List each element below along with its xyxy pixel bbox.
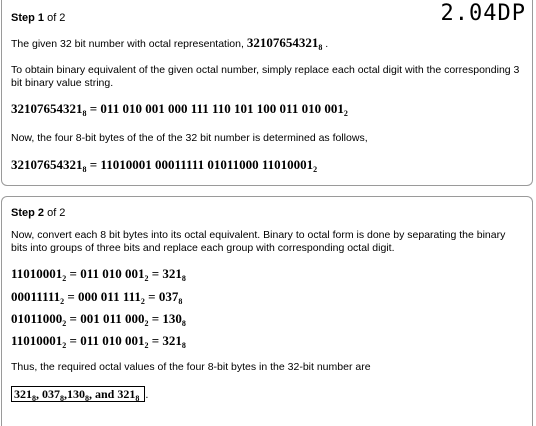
conversion-row: $11010001_2 = 011$ 010 $001_2 = 321_8$ bbox=[11, 333, 186, 350]
equation-octal-to-binary: $32107654321_8 = 011$ 010 001 000 111 110 101 100 011 010 $001_2$ bbox=[11, 101, 348, 118]
step2-paragraph: Now, convert each 8 bit bytes into its octal equivalent. Binary to octal form is done by separating the binary bits into groups of three bits and replace each group with corresponding octal digit. bbox=[11, 229, 506, 254]
step1-card bbox=[1, 0, 533, 186]
step1-paragraph-2: Now, the four 8-bit bytes of the of the 32 bit number is determined as follows, bbox=[11, 132, 368, 144]
step2-card bbox=[1, 196, 533, 426]
equation-bytes: $32107654321_8 = 11010001$ 00011111 01011000 $11010001_2$ bbox=[11, 157, 318, 174]
conversion-row: $00011111_2 = 000$ 011 $111_2 = 037_8$ bbox=[11, 289, 183, 306]
conversion-row: $01011000_2 = 001$ 011 $000_2 = 130_8$ bbox=[11, 311, 186, 328]
step1-intro: The given 32 bit number with octal representation, $32107654321_8$ . bbox=[11, 35, 329, 52]
final-answer: $321_8$, $037_8,130_8$, and $321_8$ . bbox=[11, 385, 148, 403]
step2-label: Step 2 of 2 bbox=[11, 207, 66, 219]
step1-label: Step 1 of 2 bbox=[11, 12, 66, 24]
answer-box: $321_8$, $037_8,130_8$, and $321_8$ bbox=[11, 386, 145, 402]
conversion-row: $11010001_2 = 011$ 010 $001_2 = 321_8$ bbox=[11, 266, 186, 283]
step1-paragraph: To obtain binary equivalent of the given octal number, simply replace each octal digit with the corresponding 3 bit binary value string. bbox=[11, 64, 520, 89]
step2-conclusion: Thus, the required octal values of the four 8-bit bytes in the 32-bit number are bbox=[11, 361, 371, 373]
watermark: 2.04DP bbox=[440, 1, 526, 26]
